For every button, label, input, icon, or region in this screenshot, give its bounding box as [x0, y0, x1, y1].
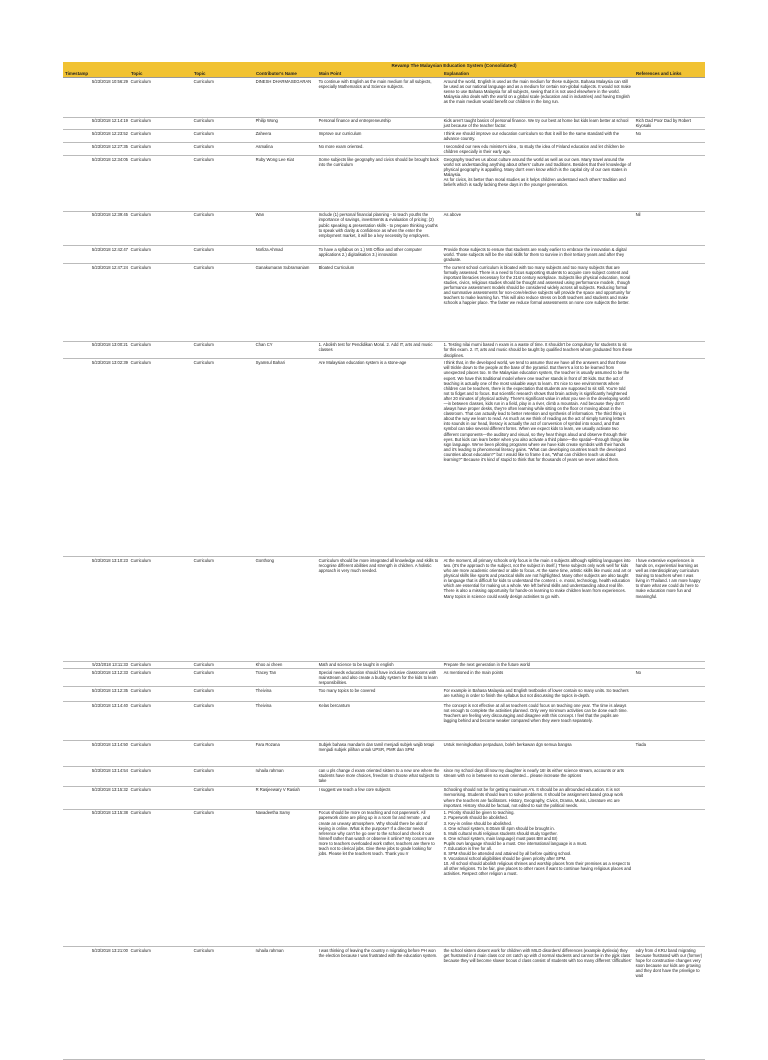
cell-topic[interactable]: Curriculum	[129, 809, 192, 947]
cell-references[interactable]: No	[634, 130, 705, 143]
cell-references[interactable]: Tiada	[634, 741, 705, 767]
cell-explanation[interactable]: The current school curriculum is bloated with too many subjects and too many subjects that are formally assessed. There is a need to focus supporting students to acquire core subject content and important literacies necessary for the 21st century workplace. Subjects like physical education, moral studies, civics, religious studies should be thought and assessed using performance models , though performance assessment models should be considered widely across all subjects. Reducing formal and summative assessments for non-core/elective subjects will provide the space and opportunity for teachers to make learning fun. This will also reduce stress on both teachers and students and make schools a happier place. The faster we reduce formal assessments on none core subjects the better.	[442, 264, 634, 342]
table-row	[63, 143, 705, 156]
header-timestamp[interactable]: Timestamp	[63, 70, 129, 78]
cell-topic-2[interactable]: Curriculum	[192, 741, 254, 767]
table-row	[63, 117, 705, 130]
cell-references[interactable]	[634, 786, 705, 809]
cell-topic-2[interactable]: Curriculum	[192, 246, 254, 264]
cell-explanation[interactable]: For example in Bahasa Malaysia and English textbooks of lower contain so many units. So teachers are rushing in order to finish the syllabus but not discussing the topics in-depth.	[442, 687, 634, 702]
cell-references[interactable]: edry from d KRU band migrating because frustrated with our (former) hope for constructive changes very soon because our kids are growing and they dont have the privelige to wait	[634, 947, 705, 1060]
cell-main-point[interactable]: Some subjects like geography and civics should be brought back into the curriculum	[317, 155, 442, 211]
cell-topic[interactable]: Curriculum	[129, 246, 192, 264]
header-topic-2[interactable]: Topic	[192, 70, 254, 78]
cell-topic-2[interactable]: Curriculum	[192, 211, 254, 246]
table-row	[63, 557, 705, 662]
cell-timestamp[interactable]: 5/23/2018 12:47:24	[63, 264, 129, 342]
cell-explanation[interactable]: 1. Testing nilai murni based n exam is a waste of time. It shouldn't be compulsory for students to sit for this exam. 2. IT, arts and music should be taught by qualified teachers whom graduated from these disciplines.	[443, 342, 633, 358]
cell-timestamp[interactable]: 5/23/2018 13:14:54	[63, 767, 129, 787]
cell-contributor[interactable]: Ganakumaran Subramaniam	[254, 264, 317, 342]
cell-explanation[interactable]: Prepare the next generation in the future world	[442, 661, 634, 669]
table-row	[63, 947, 705, 1060]
cell-topic[interactable]: Curriculum	[129, 947, 192, 1060]
cell-timestamp[interactable]: 5/23/2018 13:21:00	[63, 947, 129, 1060]
cell-explanation[interactable]: Geography teaches us about culture around the world as well as our own. Many travel around the world not understanding anything about others' culture and traditions. Besides that their knowledge of physical geography is appalling. Many don't even know which is the capital city of our own states in Malaysia. As for civics, its better than moral studies as it helps children understand each others' tradition and beliefs which is sadly lacking these days in the younger generation.	[442, 155, 634, 211]
cell-references[interactable]	[634, 155, 705, 211]
cell-references[interactable]	[634, 359, 705, 557]
cell-topic[interactable]: Curriculum	[129, 786, 192, 809]
cell-explanation[interactable]: As mentioned in the main points	[442, 669, 634, 687]
cell-topic-2[interactable]: Curriculum	[192, 341, 254, 359]
cell-main-point[interactable]: To continue with English as the main medium for all subjects, especially Mathematics and Science subjects.	[317, 78, 442, 118]
cell-explanation[interactable]: 1. Priority should be given to teaching. 2. Paperwork should be abolished. 3. Key-in online should be abolished. 4. One school system, 8.00am till 4pm should be brought in. 5. Multi cultural multi religious students should study together. 6. One school system, main language) must pass BM and BI) Pupils own language should be a must. One international language is a must. 7. Education is free for all. 8. SPM should be attended and attained by all before quitting school. 9. Vocational school aligibilities should be given priority after SPM. 10. All school should abolish religious shrines and worship places from their premises as a respect to all other religions. To be fair, give places to other races if want to continue having religious places and activities. Respect other religion a must.	[442, 809, 634, 947]
cell-main-point[interactable]: Are Malaysian education system is a stone-age	[317, 359, 442, 557]
table-row	[63, 809, 705, 947]
header-topic[interactable]: Topic	[129, 70, 192, 78]
cell-explanation[interactable]: Provide those subjects to ensure that students are ready earlier to embrace the innovation & digital world. Those subjects will be the vital skills for them to survive in their tertiary years and after they graduate.	[442, 246, 634, 264]
cell-timestamp[interactable]: 5/23/2018 12:34:05	[63, 155, 129, 211]
cell-references[interactable]	[634, 264, 705, 342]
cell-topic-2[interactable]: Curriculum	[192, 557, 254, 662]
cell-topic[interactable]: Curriculum	[129, 359, 192, 557]
header-explanation[interactable]: Explanation	[442, 70, 634, 78]
cell-main-point[interactable]: I suggest we teach a few core subjects	[317, 786, 442, 809]
cell-topic-2[interactable]: Curriculum	[192, 264, 254, 342]
cell-topic-2[interactable]: Curriculum	[192, 786, 254, 809]
cell-contributor[interactable]: Gonthong	[254, 557, 317, 662]
cell-topic-2[interactable]: Curriculum	[192, 130, 254, 143]
cell-contributor[interactable]: Fara Rozana	[254, 741, 317, 767]
table-row	[63, 341, 705, 359]
cell-timestamp[interactable]: 5/23/2018 13:14:40	[63, 701, 129, 741]
cell-topic-2[interactable]: Curriculum	[192, 669, 254, 687]
cell-explanation[interactable]: Schooling should not be for getting maximum A's. It should be an allrounded education. It is not memorising. Students should learn to solve problems. It should be assignment based group work where the teachers are facilitators. History, Geography, Civics, Drama, Music, Literature etc are important. History should be factual, not edited to suit the political needs.	[442, 786, 634, 809]
cell-main-point[interactable]: 1. Abolish test for Pendidikan Moral. 2. Add IT, arts and music classes	[317, 341, 442, 359]
cell-topic[interactable]: Curriculum	[129, 741, 192, 767]
cell-topic[interactable]: Curriculum	[129, 211, 192, 246]
cell-explanation[interactable]: the school sistem dosent work for children with MILD disorders/ differences (example dyslexia) they get frustrated in d main class coz cnt catch up with d normal students and cannot be in the pjpk class because they will become slower bcous d class consist of students with too many different 'difficulties'	[442, 947, 634, 1060]
cell-main-point[interactable]: Math and science to be taught in english	[317, 661, 442, 669]
cell-topic-2[interactable]: Curriculum	[192, 687, 254, 702]
cell-references[interactable]	[634, 661, 705, 669]
table-row	[63, 701, 705, 741]
cell-references[interactable]	[634, 78, 705, 118]
cell-references[interactable]	[634, 687, 705, 702]
cell-main-point[interactable]: Focus should be more on teaching and not paperwork. All paperwork done are piling up in a room far and remote , and create an uneasy atmosphere. Why should there be alot of keying in online. What is the purpose? If a director needs reference why can't he go over to the school and check it out himself rather than watch or observe it online? My concern are more to teachers overloaded work rather, teachers are there to teach not to clerical jobs. Give these jobs to grade looking for jobs. Please let the teachers teach. Thank you rr	[317, 809, 442, 947]
cell-contributor[interactable]: Tracey Tan	[254, 669, 317, 687]
cell-topic-2[interactable]: Curriculum	[192, 701, 254, 741]
cell-contributor[interactable]: ruhaila rahman	[254, 947, 317, 1060]
cell-explanation[interactable]: The concept is not effective at all as teachers could focus on teaching one year. The time is always not enough to complete the activities planned. Only very minimum activities can be done each time. Teachers are feeling very discouraging and disagree with this concept. I feel that the pupils are lagging behind and become weaker compared when they were teach separately.	[442, 701, 634, 741]
cell-references[interactable]: No	[634, 669, 705, 687]
cell-main-point[interactable]: I was thinking of leaving the country n migrating before PH won the election because I was frustrated with the education system.	[317, 947, 442, 1060]
cell-topic[interactable]: Curriculum	[129, 155, 192, 211]
cell-topic[interactable]: Curriculum	[129, 130, 192, 143]
cell-contributor[interactable]: Philip Wong	[254, 117, 317, 130]
table-row	[63, 78, 705, 118]
cell-topic-2[interactable]: Curriculum	[192, 155, 254, 211]
table-row	[63, 669, 705, 687]
cell-explanation[interactable]: since my school days till now my daughter is nearly 16! its either science stream, accounts or arts stream with no in between so exam oriented... please increase the options	[442, 767, 634, 787]
header-main-point[interactable]: Main Point	[317, 70, 442, 78]
cell-references[interactable]	[634, 767, 705, 787]
cell-timestamp[interactable]: 5/23/2018 13:14:50	[63, 741, 129, 767]
table-row	[63, 130, 705, 143]
cell-contributor[interactable]: Chan CY	[254, 341, 317, 359]
table-row	[63, 741, 705, 767]
cell-references[interactable]: I have extensive experiences in hands on, experiential learning as well as interdisciplinary curriculum training to teachers when I was living in Thailand. I am more happy to share what we could do here to make education more fun and meaningful.	[634, 557, 705, 662]
cell-timestamp[interactable]: 5/23/2018 12:23:52	[63, 130, 129, 143]
table-row	[63, 359, 705, 557]
cell-topic[interactable]: Curriculum	[129, 143, 192, 156]
sheet-title: Revamp The Malaysian Education System (Consolidated)	[63, 62, 705, 70]
cell-topic-2[interactable]: Curriculum	[192, 359, 254, 557]
cell-contributor[interactable]: Norliza Ahmad	[254, 246, 317, 264]
table-row	[63, 211, 705, 246]
cell-topic-2[interactable]: Curriculum	[192, 661, 254, 669]
cell-contributor[interactable]: ruhaila rahman	[254, 767, 317, 787]
cell-contributor[interactable]: Khoo ai cheen	[254, 661, 317, 669]
cell-main-point[interactable]: To have a syllabus on 1.) MS Office and other computer applications 2.) digitalisation 3.) innovation	[317, 246, 442, 264]
cell-topic[interactable]: Curriculum	[129, 264, 192, 342]
header-contributor[interactable]: Contributor's Name	[254, 70, 317, 78]
cell-contributor[interactable]: Zaheera	[254, 130, 317, 143]
cell-references[interactable]	[634, 143, 705, 156]
cell-timestamp[interactable]: 5/23/2018 12:39:45	[63, 211, 129, 246]
cell-main-point[interactable]: Bloated Curriculum	[317, 264, 442, 342]
cell-main-point[interactable]: Kelas bercantum	[317, 701, 442, 741]
cell-explanation[interactable]: I seconded our new edu minister's idea , to study the idea of Finland education and let children be children especially in their early age.	[442, 143, 634, 156]
cell-main-point[interactable]: Include (1) personal financial planning - to teach youths the importance of savings, investments & evaluation of pricing; (2) public speaking & presentation skills - to prepare thinking youths to speak with clarity & confidence as when the enter the employment market, it will be a key necessity by employers.	[317, 211, 442, 246]
cell-contributor[interactable]: Theivina	[254, 687, 317, 702]
cell-topic[interactable]: Curriculum	[129, 341, 192, 359]
cell-explanation[interactable]: Untuk meningkatkan perpaduan, boleh berkawan dgn semua bangsa	[442, 741, 634, 767]
cell-main-point[interactable]: Curriculum should be more integrated all knowledge and skills to recognise different abilities and strength in children. A holistic approach is very much needed.	[317, 557, 442, 662]
table-row	[63, 786, 705, 809]
cell-topic-2[interactable]: Curriculum	[192, 809, 254, 947]
cell-explanation[interactable]: As above	[442, 211, 634, 246]
cell-contributor[interactable]: Syamsul Bahari	[254, 359, 317, 557]
cell-topic-2[interactable]: Curriculum	[192, 78, 254, 118]
cell-timestamp[interactable]: 5/23/2018 10:56:29	[63, 78, 129, 118]
cell-contributor[interactable]: Wan	[254, 211, 317, 246]
cell-contributor[interactable]: R Rasjeewary V Rasiah	[254, 786, 317, 809]
cell-contributor[interactable]: Asmalina	[254, 143, 317, 156]
cell-main-point[interactable]: Too many topics to be covered	[317, 687, 442, 702]
header-references[interactable]: References and Links	[634, 70, 705, 78]
table-row	[63, 661, 705, 669]
cell-explanation[interactable]: Kids aren't taught basics of personal finance. We try our best at home but kids learn better at school just because of the teacher factor.	[442, 117, 634, 130]
cell-topic-2[interactable]: Curriculum	[192, 767, 254, 787]
cell-timestamp[interactable]: 5/23/2018 13:02:39	[63, 359, 129, 557]
cell-contributor[interactable]: Theivina	[254, 701, 317, 741]
cell-topic[interactable]: Curriculum	[129, 117, 192, 130]
cell-topic[interactable]: Curriculum	[129, 767, 192, 787]
responses-table	[63, 70, 705, 1060]
cell-references[interactable]: Rich Dad Poor Dad by Robert Kiyosaki	[634, 117, 705, 130]
table-row	[63, 264, 705, 342]
table-row	[63, 246, 705, 264]
cell-timestamp[interactable]: 5/23/2018 12:27:35	[63, 143, 129, 156]
cell-timestamp[interactable]: 5/23/2018 13:00:21	[63, 341, 129, 359]
cell-topic[interactable]: Curriculum	[129, 701, 192, 741]
cell-main-point[interactable]: Special needs education should have inclusive classrooms with mainstream and also create a buddy system for the kids to learn responsibilities.	[317, 669, 442, 687]
header-row	[63, 70, 705, 78]
cell-references[interactable]	[634, 341, 705, 359]
table-row	[63, 767, 705, 787]
cell-explanation[interactable]: I think that, in the developed world, we tend to assume that we have all the answers and that those will trickle down to the people at the base of the pyramid. But there's a lot to be learned from unexpected places too. In the Malaysian education system, the teacher is usually assumed to be the expert. We have this traditional model where one teacher stands in front of 30 kids. But the act of teaching is actually one of the most valuable ways to learn. It's nice to see environments where children can be teachers, there is the expectation that students are supposed to sit still. You're told not to fidget and to focus. But scientific research shows that brain activity is significantly heightened after 20 minutes of physical activity. There's significant value in what you see in the developing world—in between classes, kids run in a field, play in a river, climb a mountain. And because they don't always have proper desks, they're often learning while sitting on the floor or moving about in the classroom. That can actually lead to better retention and synthesis of information. The third thing is about the way we learn to read. As much as we think of reading as the act of simply turning letters into sounds in our head, literacy is actually the act of conversion of symbol into sound, and that symbol can take several different forms. When we expect kids to learn, we usually activate two different components—the auditory and visual, so they hear things aloud and observe through their eyes. But kids can learn better when you also activate a third plane—the spatial—through things like sign language. We've been piloting programs where we have kids create symbols with their hands and it's leading to phenomenal literacy gains. "What can developing countries teach the developed countries about education?" but I would like to frame it as, "What can children teach us about learning?" Because it's kind of stupid to think that for thousands of years we never asked them.	[442, 359, 634, 557]
table-row	[63, 155, 705, 211]
cell-contributor[interactable]: DINESH DHARMASEGARAN	[254, 78, 317, 118]
cell-references[interactable]	[634, 809, 705, 947]
cell-topic-2[interactable]: Curriculum	[192, 143, 254, 156]
cell-explanation[interactable]: I think we should improve our education curriculum so that it will be the same standard with the advance country.	[442, 130, 634, 143]
cell-timestamp[interactable]: 5/23/2018 13:12:35	[63, 687, 129, 702]
cell-topic[interactable]: Curriculum	[129, 78, 192, 118]
cell-topic[interactable]: Curriculum	[129, 557, 192, 662]
cell-main-point[interactable]: Personal finance and entrepreneurship	[317, 117, 442, 130]
cell-explanation[interactable]: At the moment, all primary schools only focus in the main 4 subjects although splitting languages into two. (It's the approach to the subject, not the subject in itself.) These subjects only work well for kids who are more academic oriented or able to focus. At the same time, artistic skills like music and art or physical skills like sports and practical skills are not highlighted. Many other subjects are also taught in language that is difficult for kids to understand the content i. e. moral, technology, health education which are essential for making us a whole. We left behind skills and understanding about real life. There is also a missing opportunity for hands-on learning to make children learn from experiences. Many topics in science could easily design activities to go with.	[442, 557, 634, 662]
cell-timestamp[interactable]: 5/23/2018 13:15:38	[63, 809, 129, 947]
cell-timestamp[interactable]: 5/23/2018 13:11:33	[63, 661, 129, 669]
table-row	[63, 687, 705, 702]
cell-references[interactable]	[634, 701, 705, 741]
cell-timestamp[interactable]: 5/23/2018 12:42:47	[63, 246, 129, 264]
cell-references[interactable]: Nil	[634, 211, 705, 246]
cell-topic-2[interactable]: Curriculum	[192, 117, 254, 130]
cell-topic[interactable]: Curriculum	[129, 661, 192, 669]
cell-contributor[interactable]: Ruby Wong Lee Kiat	[254, 155, 317, 211]
cell-topic[interactable]: Curriculum	[129, 669, 192, 687]
cell-timestamp[interactable]: 5/23/2018 13:12:33	[63, 669, 129, 687]
cell-timestamp[interactable]: 5/23/2018 13:15:32	[63, 786, 129, 809]
cell-explanation[interactable]: Around the world, English is used as the main medium for these subjects. Bahasa Malaysia can still be used as our national language and as a medium for certain non-global subjects. It would not make sense to use Bahasa Malaysia for all subjects, seeing that it is not used elsewhere in the world. Malaysia also deals with the world on a global scale (education and in industries) and having English as the main medium would benefit our children in the long run.	[442, 78, 634, 118]
cell-timestamp[interactable]: 5/23/2018 13:10:23	[63, 557, 129, 662]
cell-main-point[interactable]: Subjek bahasa mandarin dan tamil menjadi subjek wajib tetapi menjadi subjek pilihan untuk UPSR, PMR dan SPM	[317, 741, 442, 767]
cell-topic[interactable]: Curriculum	[129, 687, 192, 702]
cell-main-point[interactable]: Improve our curriculum	[317, 130, 442, 143]
cell-contributor[interactable]: Navadeetha Samy	[254, 809, 317, 947]
cell-main-point[interactable]: No more exam oriented.	[317, 143, 442, 156]
spreadsheet	[63, 62, 705, 1060]
cell-main-point[interactable]: can u pls change d exam oriented sistem to a new one where the students have more choices, freedom to choose what subjects to take	[317, 767, 442, 787]
cell-timestamp[interactable]: 5/23/2018 12:14:19	[63, 117, 129, 130]
cell-references[interactable]	[634, 246, 705, 264]
cell-topic-2[interactable]: Curriculum	[192, 947, 254, 1060]
